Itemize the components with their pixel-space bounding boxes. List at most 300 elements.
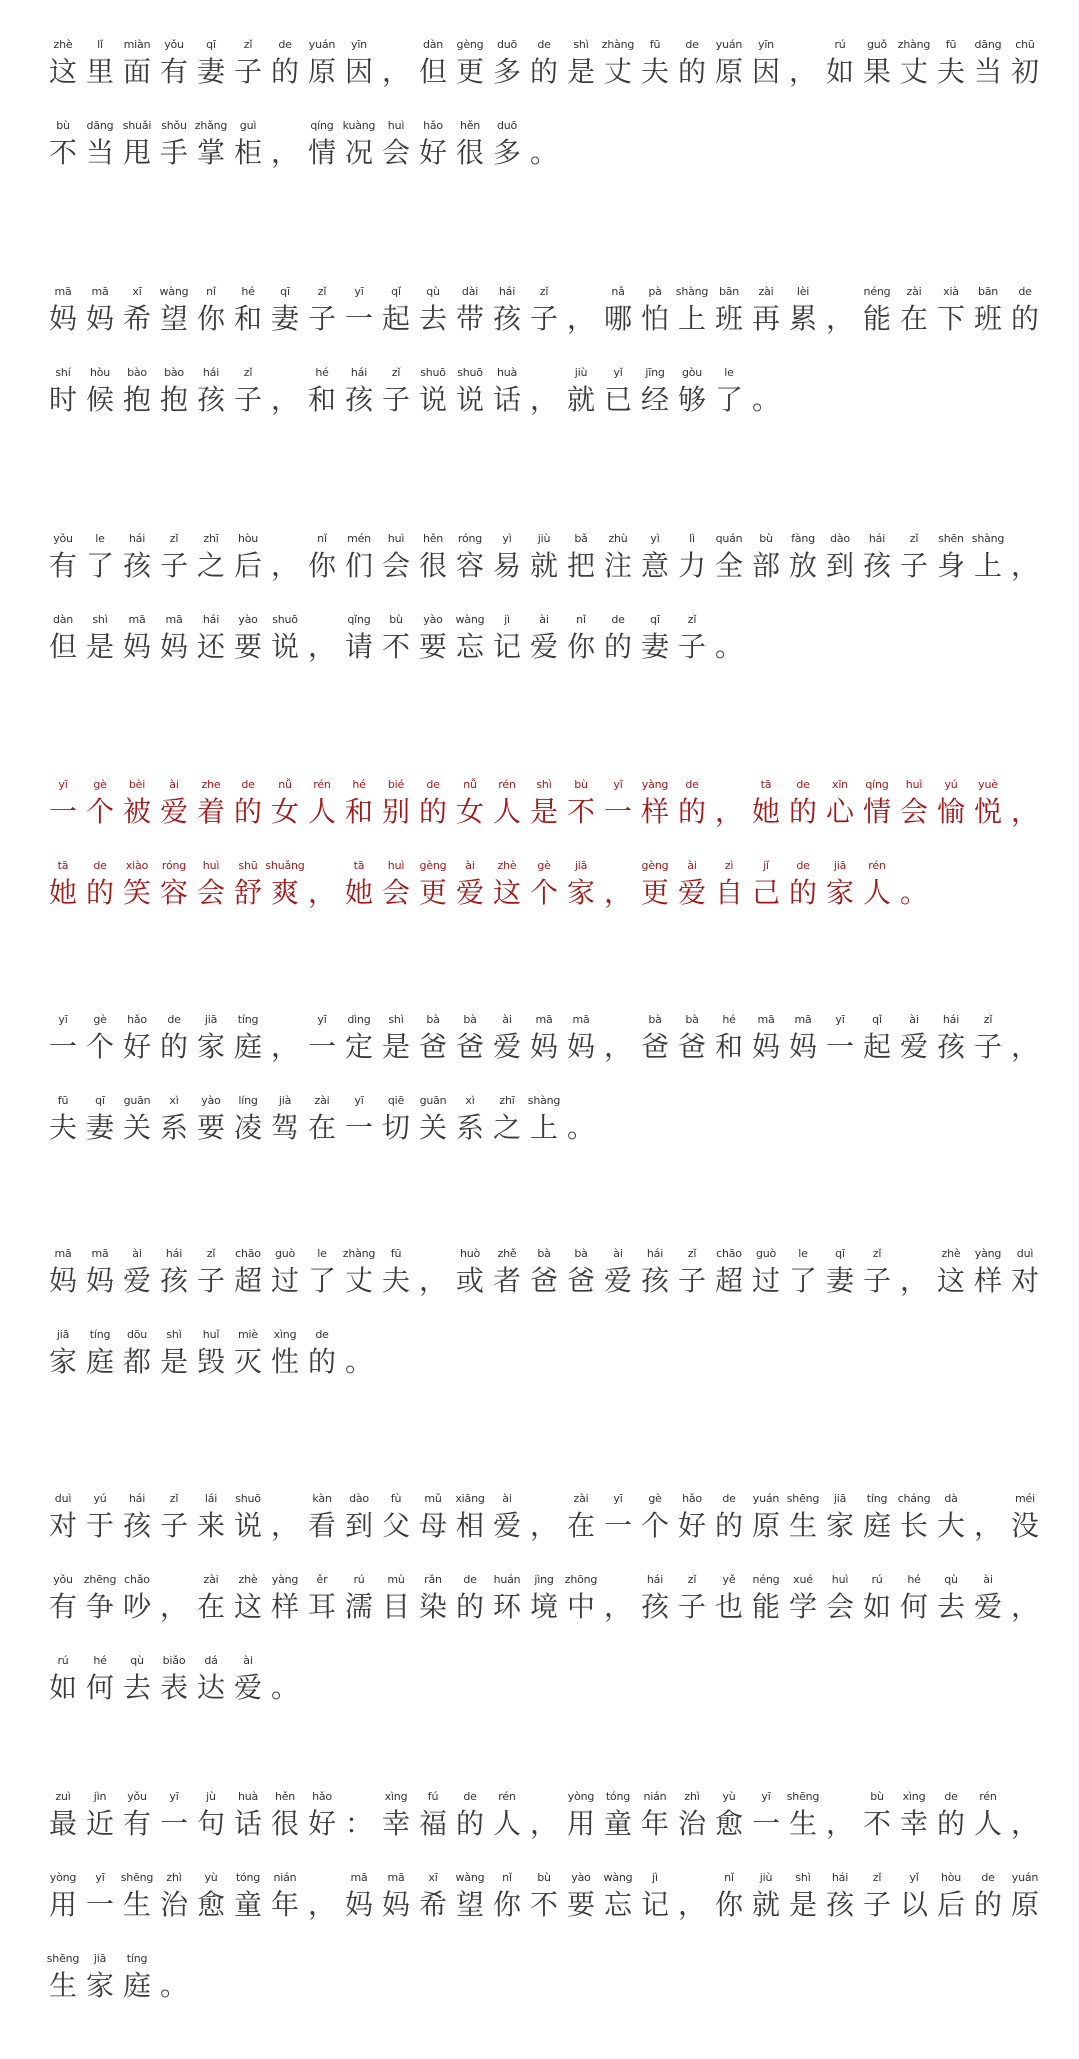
hanzi: 。 [751, 383, 780, 416]
pinyin: zǐ [317, 285, 327, 298]
hanzi: ， [270, 549, 299, 582]
ruby-char [43, 613, 83, 673]
hanzi: 能 [751, 1590, 780, 1623]
hanzi: 何 [899, 1590, 928, 1623]
ruby-char [857, 1790, 897, 1850]
ruby-char [635, 532, 675, 592]
hanzi: 子 [381, 383, 410, 416]
ruby-char [43, 38, 83, 98]
ruby-char [487, 859, 527, 919]
ruby-char [561, 1094, 601, 1154]
ruby-char [746, 1573, 786, 1633]
ruby-char [117, 38, 157, 98]
hanzi: 时 [48, 383, 77, 416]
pinyin: mā [128, 613, 146, 626]
pinyin: mā [91, 285, 109, 298]
pinyin: chū [1015, 38, 1035, 51]
hanzi: 爱 [233, 1671, 262, 1704]
ruby-char [228, 1790, 268, 1850]
ruby-char [228, 1654, 268, 1714]
pinyin: de [167, 1013, 181, 1026]
pinyin: hái [942, 1013, 960, 1026]
hanzi: 你 [714, 1888, 743, 1921]
ruby-char [265, 1328, 305, 1388]
pinyin: yǐ [613, 366, 623, 379]
ruby-char [598, 285, 638, 345]
hanzi: 样 [973, 1264, 1002, 1297]
hanzi: ， [788, 55, 817, 88]
ruby-char [413, 1871, 453, 1931]
ruby-char [746, 366, 786, 426]
ruby-char [746, 38, 786, 98]
hanzi: 把 [566, 549, 595, 582]
hanzi: ， [307, 630, 336, 663]
ruby-char [931, 1247, 971, 1307]
ruby-char [672, 1013, 712, 1073]
hanzi: 部 [751, 549, 780, 582]
ruby-char [376, 1790, 416, 1850]
ruby-char [302, 285, 342, 345]
ruby-char [931, 532, 971, 592]
pinyin: qù [944, 1573, 958, 1586]
hanzi: 面 [122, 55, 151, 88]
pinyin: fù [390, 1492, 402, 1505]
pinyin: shǒu [161, 119, 187, 132]
ruby-char [265, 1094, 305, 1154]
hanzi: 会 [381, 136, 410, 169]
pinyin: yú [944, 778, 958, 791]
hanzi: 怕 [640, 302, 669, 335]
ruby-char [191, 1573, 231, 1633]
ruby-char [968, 1790, 1008, 1850]
ruby-char [487, 1094, 527, 1154]
ruby-char [80, 285, 120, 345]
ruby-char [672, 778, 712, 838]
ruby-char [709, 859, 749, 919]
pinyin: gè [537, 859, 551, 872]
hanzi: 在 [307, 1111, 336, 1144]
ruby-char [376, 1247, 416, 1307]
ruby-char [265, 1871, 305, 1931]
pinyin: yǒu [127, 1790, 147, 1803]
hanzi: 会 [899, 795, 928, 828]
hanzi: 女 [455, 795, 484, 828]
pinyin: de [796, 859, 810, 872]
pinyin: rú [57, 1654, 69, 1667]
ruby-char [154, 532, 194, 592]
ruby-char [376, 366, 416, 426]
ruby-char [783, 532, 823, 592]
hanzi: 之 [492, 1111, 521, 1144]
ruby-char [450, 859, 490, 919]
hanzi: 夫 [640, 55, 669, 88]
ruby-char [43, 1790, 83, 1850]
ruby-char [339, 119, 379, 179]
ruby-char [635, 1573, 675, 1633]
pinyin: hé [241, 285, 255, 298]
pinyin: qǐ [391, 285, 401, 298]
hanzi: 子 [862, 1264, 891, 1297]
pinyin: de [241, 778, 255, 791]
pinyin: yīn [351, 38, 367, 51]
ruby-char [80, 1871, 120, 1931]
pinyin: rú [834, 38, 846, 51]
ruby-char [820, 1013, 860, 1073]
ruby-char [265, 532, 305, 592]
text-line [44, 1871, 1044, 1931]
pinyin: de [278, 38, 292, 51]
hanzi: 有 [159, 55, 188, 88]
hanzi: 爱 [529, 630, 558, 663]
ruby-char [1005, 1492, 1045, 1552]
ruby-char [635, 1492, 675, 1552]
text-line [44, 1013, 1044, 1073]
ruby-char [413, 1790, 453, 1850]
pinyin: de [463, 1790, 477, 1803]
hanzi: 容 [455, 549, 484, 582]
ruby-char [968, 38, 1008, 98]
hanzi: ， [899, 1264, 928, 1297]
hanzi: 初 [1010, 55, 1039, 88]
ruby-char [635, 285, 675, 345]
pinyin: de [93, 859, 107, 872]
pinyin: xìng [384, 1790, 408, 1803]
pinyin: dà [944, 1492, 958, 1505]
hanzi: 子 [159, 1509, 188, 1542]
ruby-char [487, 38, 527, 98]
ruby-char [265, 1013, 305, 1073]
ruby-char [820, 1871, 860, 1931]
pinyin: fàng [791, 532, 815, 545]
pinyin: shuǎng [265, 859, 305, 872]
pinyin: yù [204, 1871, 218, 1884]
pinyin: de [426, 778, 440, 791]
pinyin: rén [313, 778, 331, 791]
hanzi: 相 [455, 1509, 484, 1542]
pinyin: ài [613, 1247, 623, 1260]
hanzi: 一 [344, 302, 373, 335]
ruby-char [80, 1247, 120, 1307]
ruby-char [894, 1492, 934, 1552]
pinyin: biǎo [162, 1654, 186, 1667]
pinyin: shuō [235, 1492, 261, 1505]
text-line [44, 778, 1044, 838]
hanzi: 和 [233, 302, 262, 335]
pinyin: zhī [203, 532, 219, 545]
hanzi: 因 [344, 55, 373, 88]
hanzi: 幸 [381, 1807, 410, 1840]
pinyin: rén [979, 1790, 997, 1803]
pinyin: le [798, 1247, 808, 1260]
ruby-char [154, 1328, 194, 1388]
hanzi: 是 [381, 1030, 410, 1063]
hanzi: 在 [566, 1509, 595, 1542]
hanzi: 望 [455, 1888, 484, 1921]
pinyin: jiù [574, 366, 588, 379]
ruby-char [524, 1094, 564, 1154]
text-line [44, 285, 1044, 345]
ruby-char [154, 1952, 194, 2012]
ruby-char [302, 1247, 342, 1307]
hanzi: 学 [788, 1590, 817, 1623]
pinyin: xiāng [455, 1492, 485, 1505]
hanzi: 个 [85, 795, 114, 828]
ruby-char [339, 613, 379, 673]
pinyin: dàn [52, 613, 74, 626]
ruby-char [524, 859, 564, 919]
pinyin: yào [201, 1094, 221, 1107]
pinyin: mā [757, 1013, 775, 1026]
ruby-char [524, 1871, 564, 1931]
ruby-char [598, 859, 638, 919]
ruby-char [191, 859, 231, 919]
ruby-char [635, 859, 675, 919]
ruby-char [524, 778, 564, 838]
ruby-char [783, 1790, 823, 1850]
hanzi: 上 [677, 302, 706, 335]
hanzi: 去 [122, 1671, 151, 1704]
ruby-char [931, 1492, 971, 1552]
ruby-char [413, 1492, 453, 1552]
ruby-char [672, 859, 712, 919]
ruby-char [561, 1247, 601, 1307]
hanzi: 够 [677, 383, 706, 416]
pinyin: lì [689, 532, 695, 545]
ruby-char [265, 778, 305, 838]
hanzi: 到 [825, 549, 854, 582]
pinyin: yī [835, 1013, 845, 1026]
pinyin: jì [504, 613, 510, 626]
ruby-char [154, 1013, 194, 1073]
hanzi: 夫 [48, 1111, 77, 1144]
pinyin: yī [354, 285, 364, 298]
ruby-char [413, 532, 453, 592]
pinyin: gèng [456, 38, 484, 51]
ruby-char [598, 38, 638, 98]
pinyin: shuō [272, 613, 298, 626]
hanzi: 是 [85, 630, 114, 663]
pinyin: mā [165, 613, 183, 626]
ruby-char [265, 613, 305, 673]
hanzi: 子 [233, 383, 262, 416]
hanzi: 起 [862, 1030, 891, 1063]
hanzi: 一 [825, 1030, 854, 1063]
pinyin: guì [239, 119, 257, 132]
ruby-char [228, 285, 268, 345]
hanzi: 。 [529, 136, 558, 169]
ruby-char [1005, 778, 1045, 838]
ruby-char [561, 1492, 601, 1552]
hanzi: 她 [751, 795, 780, 828]
ruby-char [265, 1247, 305, 1307]
pinyin: nǐ [576, 613, 586, 626]
ruby-char [80, 1790, 120, 1850]
ruby-char [228, 1013, 268, 1073]
pinyin: yuán [715, 38, 743, 51]
pinyin: jiā [574, 859, 588, 872]
pinyin: tíng [237, 1013, 259, 1026]
hanzi: 她 [344, 876, 373, 909]
pinyin: hé [722, 1013, 736, 1026]
ruby-char [746, 1013, 786, 1073]
ruby-char [894, 1790, 934, 1850]
pinyin: shēng [120, 1871, 154, 1884]
ruby-char [487, 1573, 527, 1633]
pinyin: bà [537, 1247, 551, 1260]
hanzi: 子 [307, 302, 336, 335]
ruby-char [487, 1492, 527, 1552]
hanzi: ， [603, 1590, 632, 1623]
pinyin: mā [572, 1013, 590, 1026]
hanzi: 话 [233, 1807, 262, 1840]
text-line [44, 366, 1044, 426]
ruby-char [968, 1013, 1008, 1073]
pinyin: bù [574, 778, 588, 791]
pinyin: xī [132, 285, 142, 298]
hanzi: ， [714, 795, 743, 828]
hanzi: 况 [344, 136, 373, 169]
pinyin: zhì [684, 1790, 700, 1803]
hanzi: 妈 [48, 302, 77, 335]
pinyin: zhè [497, 859, 517, 872]
pinyin: qíng [865, 778, 889, 791]
hanzi: 或 [455, 1264, 484, 1297]
pinyin: rén [498, 778, 516, 791]
pinyin: yào [423, 613, 443, 626]
ruby-char [80, 859, 120, 919]
pinyin: fū [57, 1094, 69, 1107]
hanzi: 目 [381, 1590, 410, 1623]
pinyin: qǐng [347, 613, 371, 626]
pinyin: yù [722, 1790, 736, 1803]
ruby-char [709, 1247, 749, 1307]
pinyin: yīn [758, 38, 774, 51]
hanzi: 去 [418, 302, 447, 335]
hanzi: 系 [455, 1111, 484, 1144]
pinyin: zǐ [539, 285, 549, 298]
pinyin: shēng [786, 1790, 820, 1803]
ruby-char [376, 778, 416, 838]
hanzi: 爱 [603, 1264, 632, 1297]
hanzi: 的 [714, 1509, 743, 1542]
hanzi: 来 [196, 1509, 225, 1542]
hanzi: 近 [85, 1807, 114, 1840]
hanzi: 耳 [307, 1590, 336, 1623]
pinyin: tóng [235, 1871, 261, 1884]
pinyin: miè [238, 1328, 258, 1341]
pinyin: shàng [675, 285, 709, 298]
pinyin: zhàng [601, 38, 635, 51]
pinyin: huì [387, 859, 405, 872]
ruby-char [598, 1247, 638, 1307]
pinyin: zhǎng [194, 119, 228, 132]
ruby-char [43, 1094, 83, 1154]
hanzi: 孩 [492, 302, 521, 335]
pinyin: yàng [641, 778, 669, 791]
ruby-char [191, 1247, 231, 1307]
text-line [44, 1328, 1044, 1388]
pinyin: mǔ [424, 1492, 442, 1505]
hanzi: 上 [973, 549, 1002, 582]
ruby-char [598, 778, 638, 838]
pinyin: bù [56, 119, 70, 132]
text-line [44, 119, 1044, 179]
pinyin: qíng [310, 119, 334, 132]
hanzi: 切 [381, 1111, 410, 1144]
hanzi: 孩 [936, 1030, 965, 1063]
ruby-char [931, 285, 971, 345]
ruby-char [302, 119, 342, 179]
hanzi: 庭 [85, 1345, 114, 1378]
ruby-char [894, 859, 934, 919]
hanzi: 也 [714, 1590, 743, 1623]
ruby-char [524, 119, 564, 179]
pinyin: bà [685, 1013, 699, 1026]
hanzi: 能 [862, 302, 891, 335]
pinyin: chāo [235, 1247, 261, 1260]
ruby-char [265, 38, 305, 98]
ruby-char [117, 1094, 157, 1154]
ruby-char [339, 1247, 379, 1307]
pinyin: yě [722, 1573, 736, 1586]
hanzi: 累 [788, 302, 817, 335]
ruby-char [709, 1790, 749, 1850]
hanzi: 于 [85, 1509, 114, 1542]
hanzi: 是 [788, 1888, 817, 1921]
hanzi: 好 [307, 1807, 336, 1840]
ruby-char [413, 38, 453, 98]
pinyin: huì [387, 119, 405, 132]
hanzi: 自 [714, 876, 743, 909]
pinyin: qù [130, 1654, 144, 1667]
ruby-char [709, 1492, 749, 1552]
ruby-char [43, 1247, 83, 1307]
hanzi: 的 [233, 795, 262, 828]
pinyin: jìng [534, 1573, 554, 1586]
ruby-char [154, 1094, 194, 1154]
ruby-char [598, 1013, 638, 1073]
pinyin: de [537, 38, 551, 51]
pinyin: zhī [499, 1094, 515, 1107]
pinyin: hòu [940, 1871, 962, 1884]
pinyin: néng [863, 285, 891, 298]
hanzi: 人 [492, 795, 521, 828]
hanzi: 当 [973, 55, 1002, 88]
hanzi: 年 [640, 1807, 669, 1840]
pinyin: zài [314, 1094, 330, 1107]
pinyin: qī [280, 285, 290, 298]
ruby-char [820, 532, 860, 592]
ruby-char [450, 1573, 490, 1633]
hanzi: ， [1010, 549, 1039, 582]
ruby-char [265, 285, 305, 345]
pinyin: líng [238, 1094, 258, 1107]
hanzi: 染 [418, 1590, 447, 1623]
ruby-char [487, 532, 527, 592]
ruby-char [413, 613, 453, 673]
hanzi: 生 [788, 1807, 817, 1840]
pinyin: huà [237, 1790, 259, 1803]
hanzi: 孩 [825, 1888, 854, 1921]
hanzi: 已 [603, 383, 632, 416]
hanzi: 子 [529, 302, 558, 335]
hanzi: 驾 [270, 1111, 299, 1144]
hanzi: 意 [640, 549, 669, 582]
hanzi: 如 [825, 55, 854, 88]
ruby-char [487, 1790, 527, 1850]
pinyin: huì [387, 532, 405, 545]
pinyin: yǒu [53, 1573, 73, 1586]
